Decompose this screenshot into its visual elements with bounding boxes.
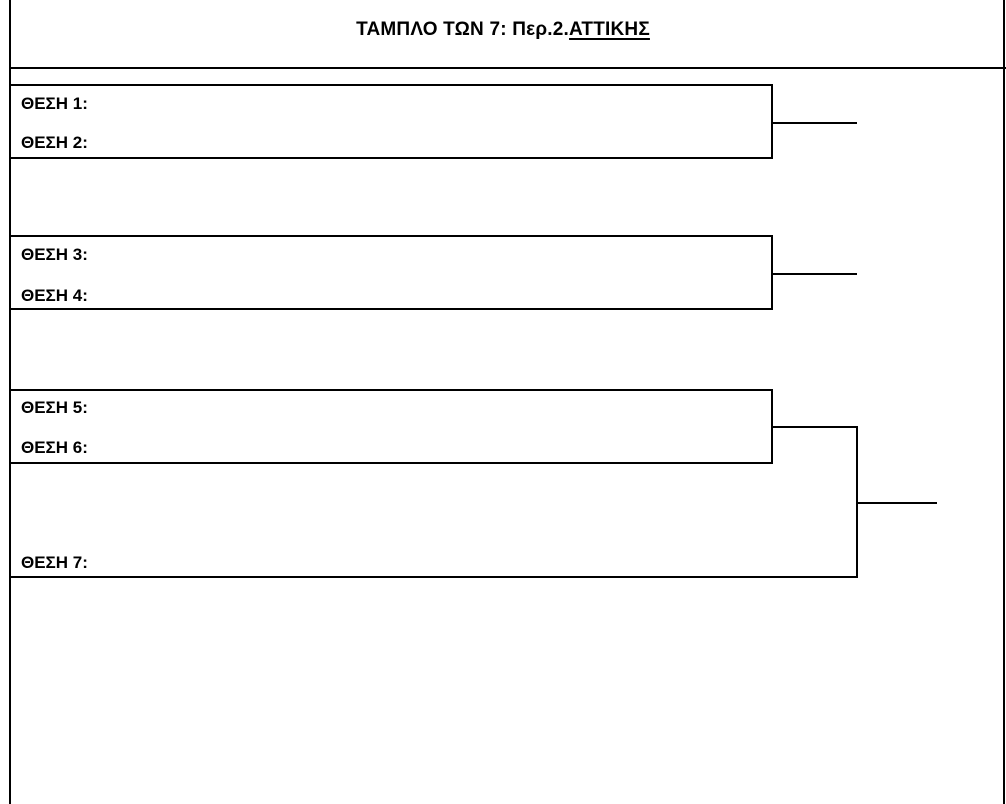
match-box-2 [9,235,773,310]
title-region: ΑΤΤΙΚΗΣ [569,19,650,40]
page-title [0,19,1006,41]
bracket-line-1 [773,122,857,124]
slot-1-label: ΘΕΣΗ 1: [21,94,88,113]
title-prefix: ΤΑΜΠΛΟ ΤΩΝ 7: Περ.2. [356,19,570,40]
match-box-1 [9,84,773,159]
slot-7-label: ΘΕΣΗ 7: [21,553,88,572]
title-divider [9,67,1006,69]
slot-5-label: ΘΕΣΗ 5: [21,398,88,417]
slot-4-label: ΘΕΣΗ 4: [21,286,88,305]
bracket-line-3 [773,426,857,428]
slot-3-label: ΘΕΣΗ 3: [21,245,88,264]
final-bracket-line [857,502,937,504]
match-box-3 [9,389,773,464]
slot-6-label: ΘΕΣΗ 6: [21,438,88,457]
bracket-line-2 [773,273,857,275]
slot-7-line [9,576,857,578]
slot-2-label: ΘΕΣΗ 2: [21,133,88,152]
